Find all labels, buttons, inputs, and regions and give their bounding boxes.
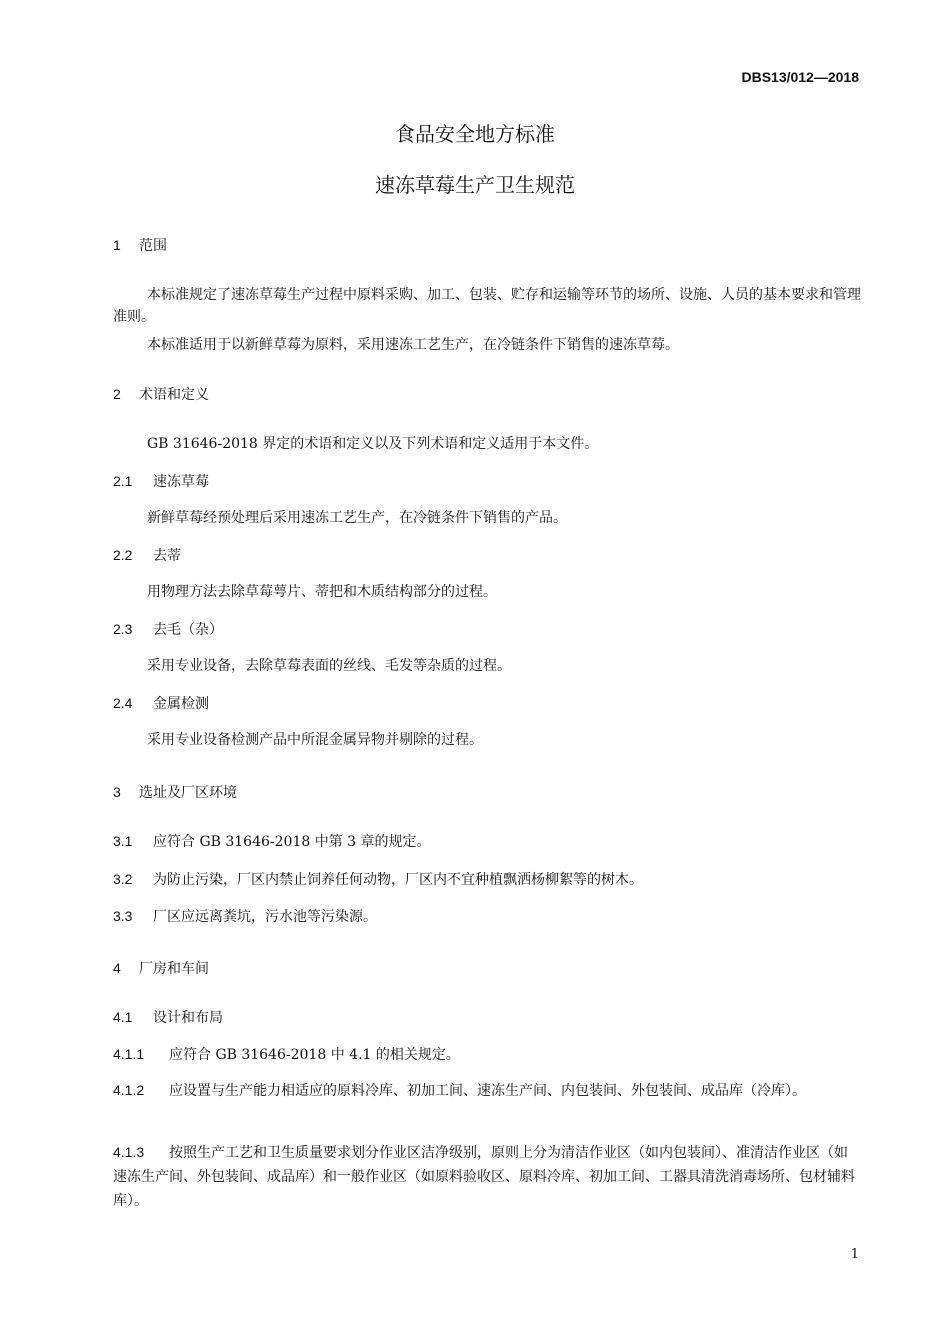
clause-number: 4.1.1: [113, 1046, 145, 1062]
section-heading-3: [113, 782, 237, 802]
definition-2-4: 采用专业设备检测产品中所混金属异物并剔除的过程。: [147, 732, 483, 748]
subsection-number: 2.4: [113, 695, 133, 711]
section-title: 选址及厂区环境: [139, 785, 237, 801]
clause-text: 应符合 GB 31646-2018 中第 3 章的规定。: [153, 834, 431, 850]
section-heading-4: [113, 958, 209, 978]
clause-number: 3.2: [113, 871, 133, 887]
document-number: DBS13/012—2018: [741, 69, 859, 85]
section-number: 3: [113, 784, 121, 800]
clause-3-1: [113, 831, 431, 851]
section-title: 术语和定义: [139, 387, 209, 403]
clause-4-1-2: [113, 1079, 861, 1102]
subsection-title: 去毛（杂）: [153, 622, 223, 638]
definition-2-3: 采用专业设备，去除草莓表面的丝线、毛发等杂质的过程。: [147, 658, 511, 674]
section-number: 1: [113, 237, 121, 253]
paragraph-terms: GB 31646-2018 界定的术语和定义以及下列术语和定义适用于本文件。: [147, 436, 599, 452]
clause-4-1-1: [113, 1044, 460, 1064]
definition-2-1: 新鲜草莓经预处理后采用速冻工艺生产，在冷链条件下销售的产品。: [147, 510, 567, 526]
paragraph-scope-1: 本标准规定了速冻草莓生产过程中原料采购、加工、包装、贮存和运输等环节的场所、设施、人员的基本要求和管理准则。: [113, 287, 861, 325]
subsection-heading-2-4: [113, 693, 209, 713]
clause-text: 厂区应远离粪坑，污水池等污染源。: [153, 909, 377, 925]
clause-number: 4.1.2: [113, 1082, 145, 1098]
subsection-title: 金属检测: [153, 696, 209, 712]
section-heading-2: [113, 384, 209, 404]
definition-2-2: 用物理方法去除草莓萼片、蒂把和木质结构部分的过程。: [147, 584, 497, 600]
title-line-2: 速冻草莓生产卫生规范: [375, 173, 575, 197]
subsection-number: 4.1: [113, 1009, 133, 1025]
paragraph-scope-2: 本标准适用于以新鲜草莓为原料，采用速冻工艺生产，在冷链条件下销售的速冻草莓。: [147, 337, 679, 353]
clause-number: 3.3: [113, 908, 133, 924]
clause-3-2: [113, 869, 643, 889]
clause-number: 4.1.3: [113, 1144, 145, 1160]
clause-text: 为防止污染，厂区内禁止饲养任何动物，厂区内不宜种植飘洒杨柳絮等的树木。: [153, 872, 643, 888]
subsection-number: 2.3: [113, 621, 133, 637]
section-title: 范围: [139, 238, 167, 254]
subsection-number: 2.1: [113, 473, 133, 489]
subsection-heading-2-2: [113, 545, 181, 565]
page-number: 1: [850, 1247, 859, 1262]
clause-text: 应符合 GB 31646-2018 中 4.1 的相关规定。: [169, 1047, 460, 1063]
section-number: 2: [113, 386, 121, 402]
subsection-number: 2.2: [113, 547, 133, 563]
clause-4-1-3: [113, 1140, 861, 1213]
section-title: 厂房和车间: [139, 961, 209, 977]
subsection-heading-2-3: [113, 619, 223, 639]
subsection-title: 去蒂: [153, 548, 181, 564]
clause-text: 按照生产工艺和卫生质量要求划分作业区洁净级别，原则上分为清洁作业区（如内包装间）、准清洁作业区（如速冻生产间、外包装间、成品库）和一般作业区（如原料验收区、原料冷库、初加工间、工器具清洗消毒场所、包材辅料库）。: [113, 1145, 855, 1209]
subsection-title: 设计和布局: [153, 1010, 223, 1026]
title-line-1: 食品安全地方标准: [395, 122, 555, 146]
subsection-heading-2-1: [113, 471, 209, 491]
section-heading-1: [113, 235, 167, 255]
subsection-heading-4-1: [113, 1007, 223, 1027]
clause-3-3: [113, 906, 377, 926]
section-number: 4: [113, 960, 121, 976]
clause-number: 3.1: [113, 833, 133, 849]
subsection-title: 速冻草莓: [153, 474, 209, 490]
clause-text: 应设置与生产能力相适应的原料冷库、初加工间、速冻生产间、内包装间、外包装间、成品库（冷库）。: [169, 1083, 806, 1099]
